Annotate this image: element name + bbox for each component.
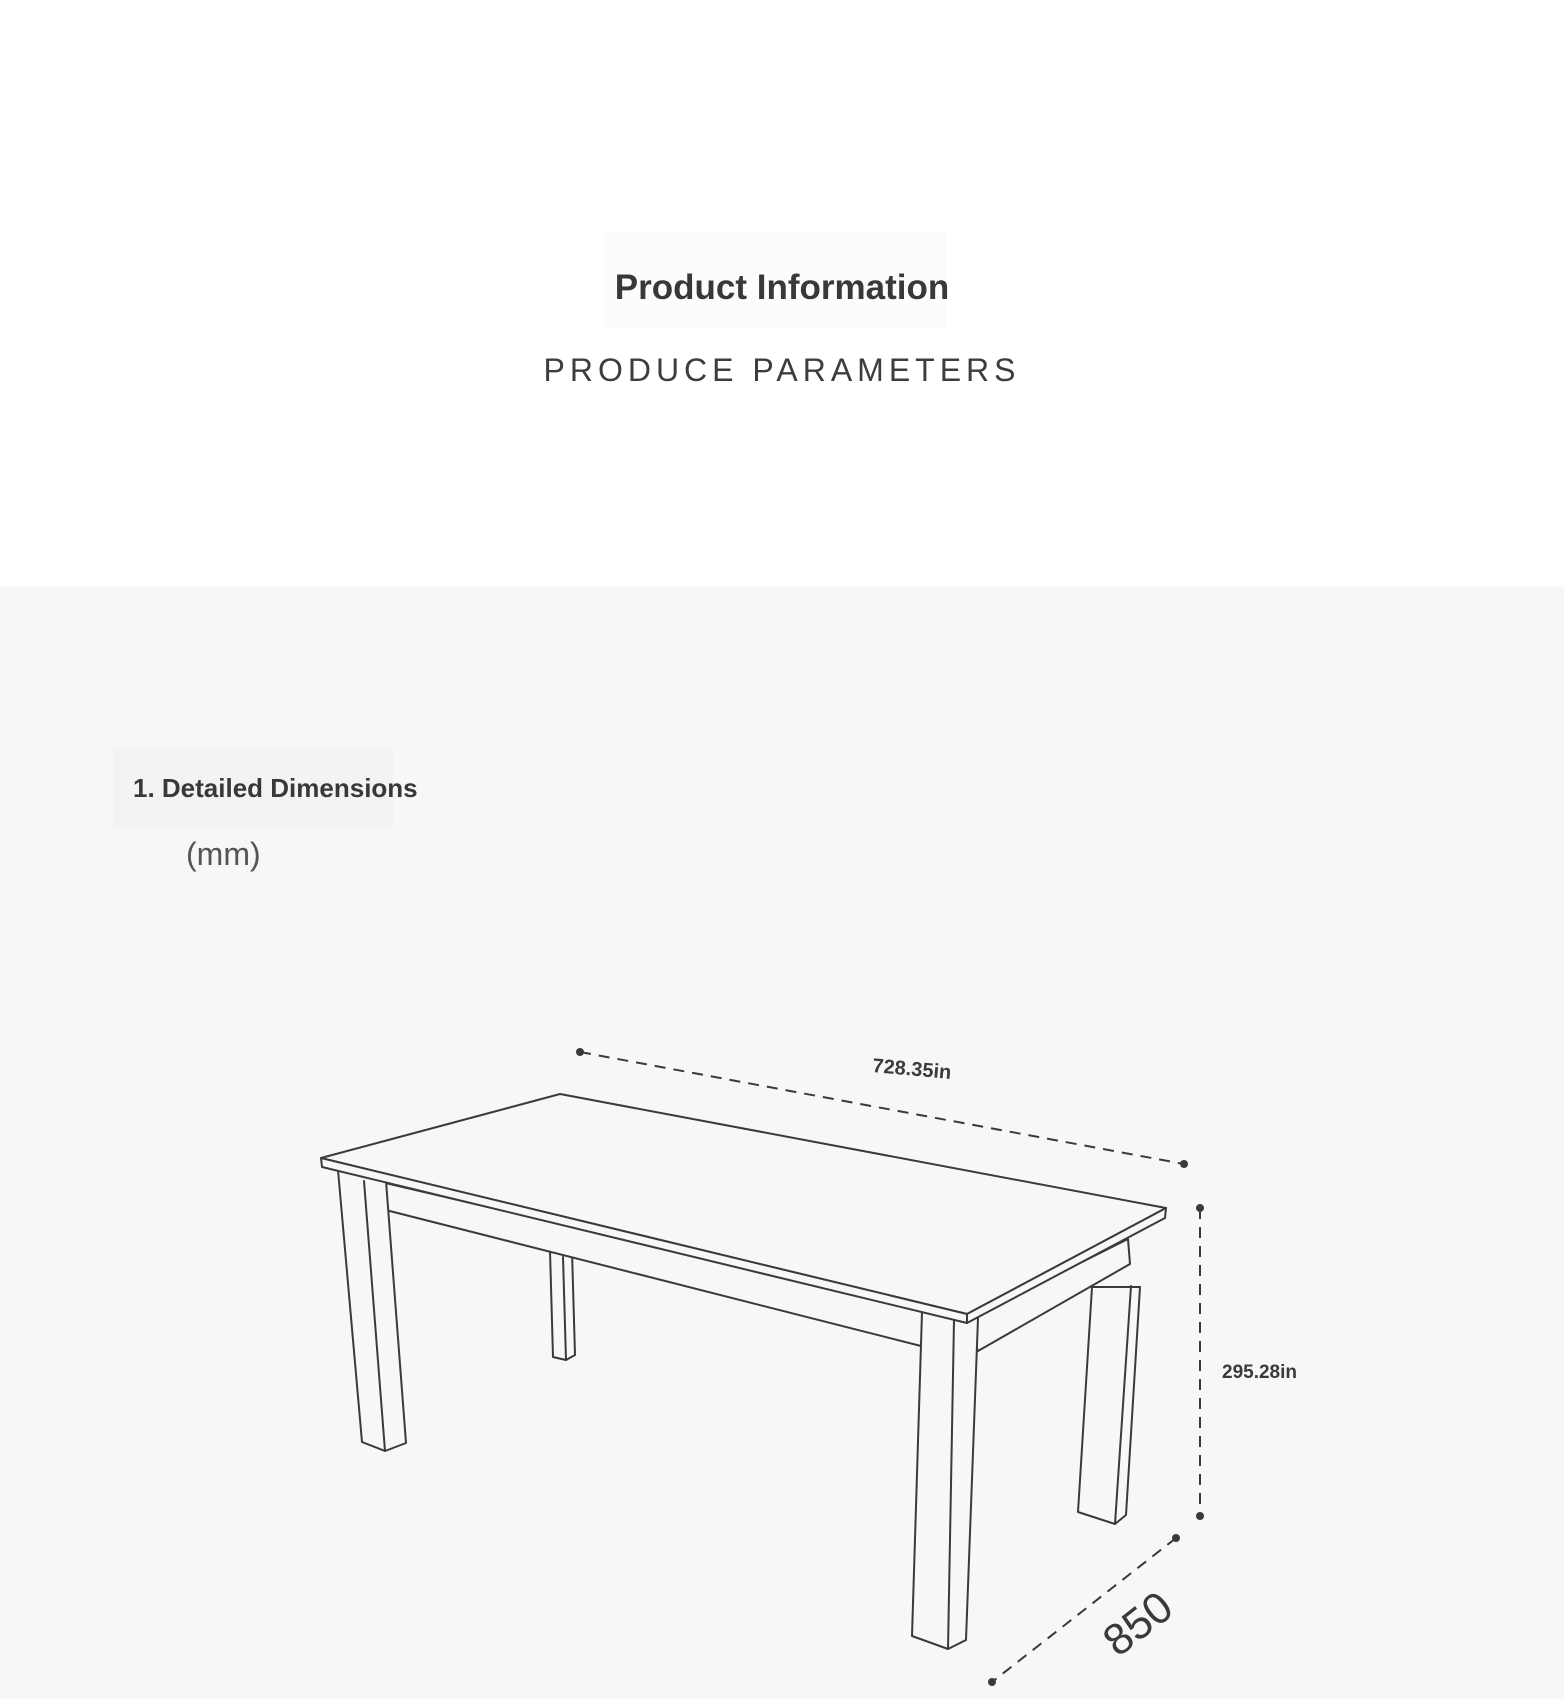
length-dimension-end bbox=[1180, 1160, 1188, 1168]
height-label: 295.28in bbox=[1222, 1362, 1297, 1383]
section-heading: 1. Detailed Dimensions bbox=[133, 773, 418, 803]
table-leg-back-right bbox=[1078, 1286, 1140, 1524]
depth-label: 850 bbox=[1093, 1582, 1183, 1666]
unit-label: (mm) bbox=[186, 836, 261, 872]
depth-dimension-end bbox=[988, 1678, 996, 1686]
length-dimension-end bbox=[576, 1048, 584, 1056]
page-title: Product Information bbox=[614, 268, 950, 307]
height-dimension-end bbox=[1196, 1204, 1204, 1212]
depth-dimension-end bbox=[1172, 1534, 1180, 1542]
table-leg-front-right bbox=[912, 1312, 978, 1649]
height-dimension-end bbox=[1196, 1512, 1204, 1520]
table-leg-back-left bbox=[550, 1251, 575, 1360]
page-subtitle: PRODUCE PARAMETERS bbox=[543, 352, 1021, 388]
length-label: 728.35in bbox=[871, 1055, 953, 1084]
